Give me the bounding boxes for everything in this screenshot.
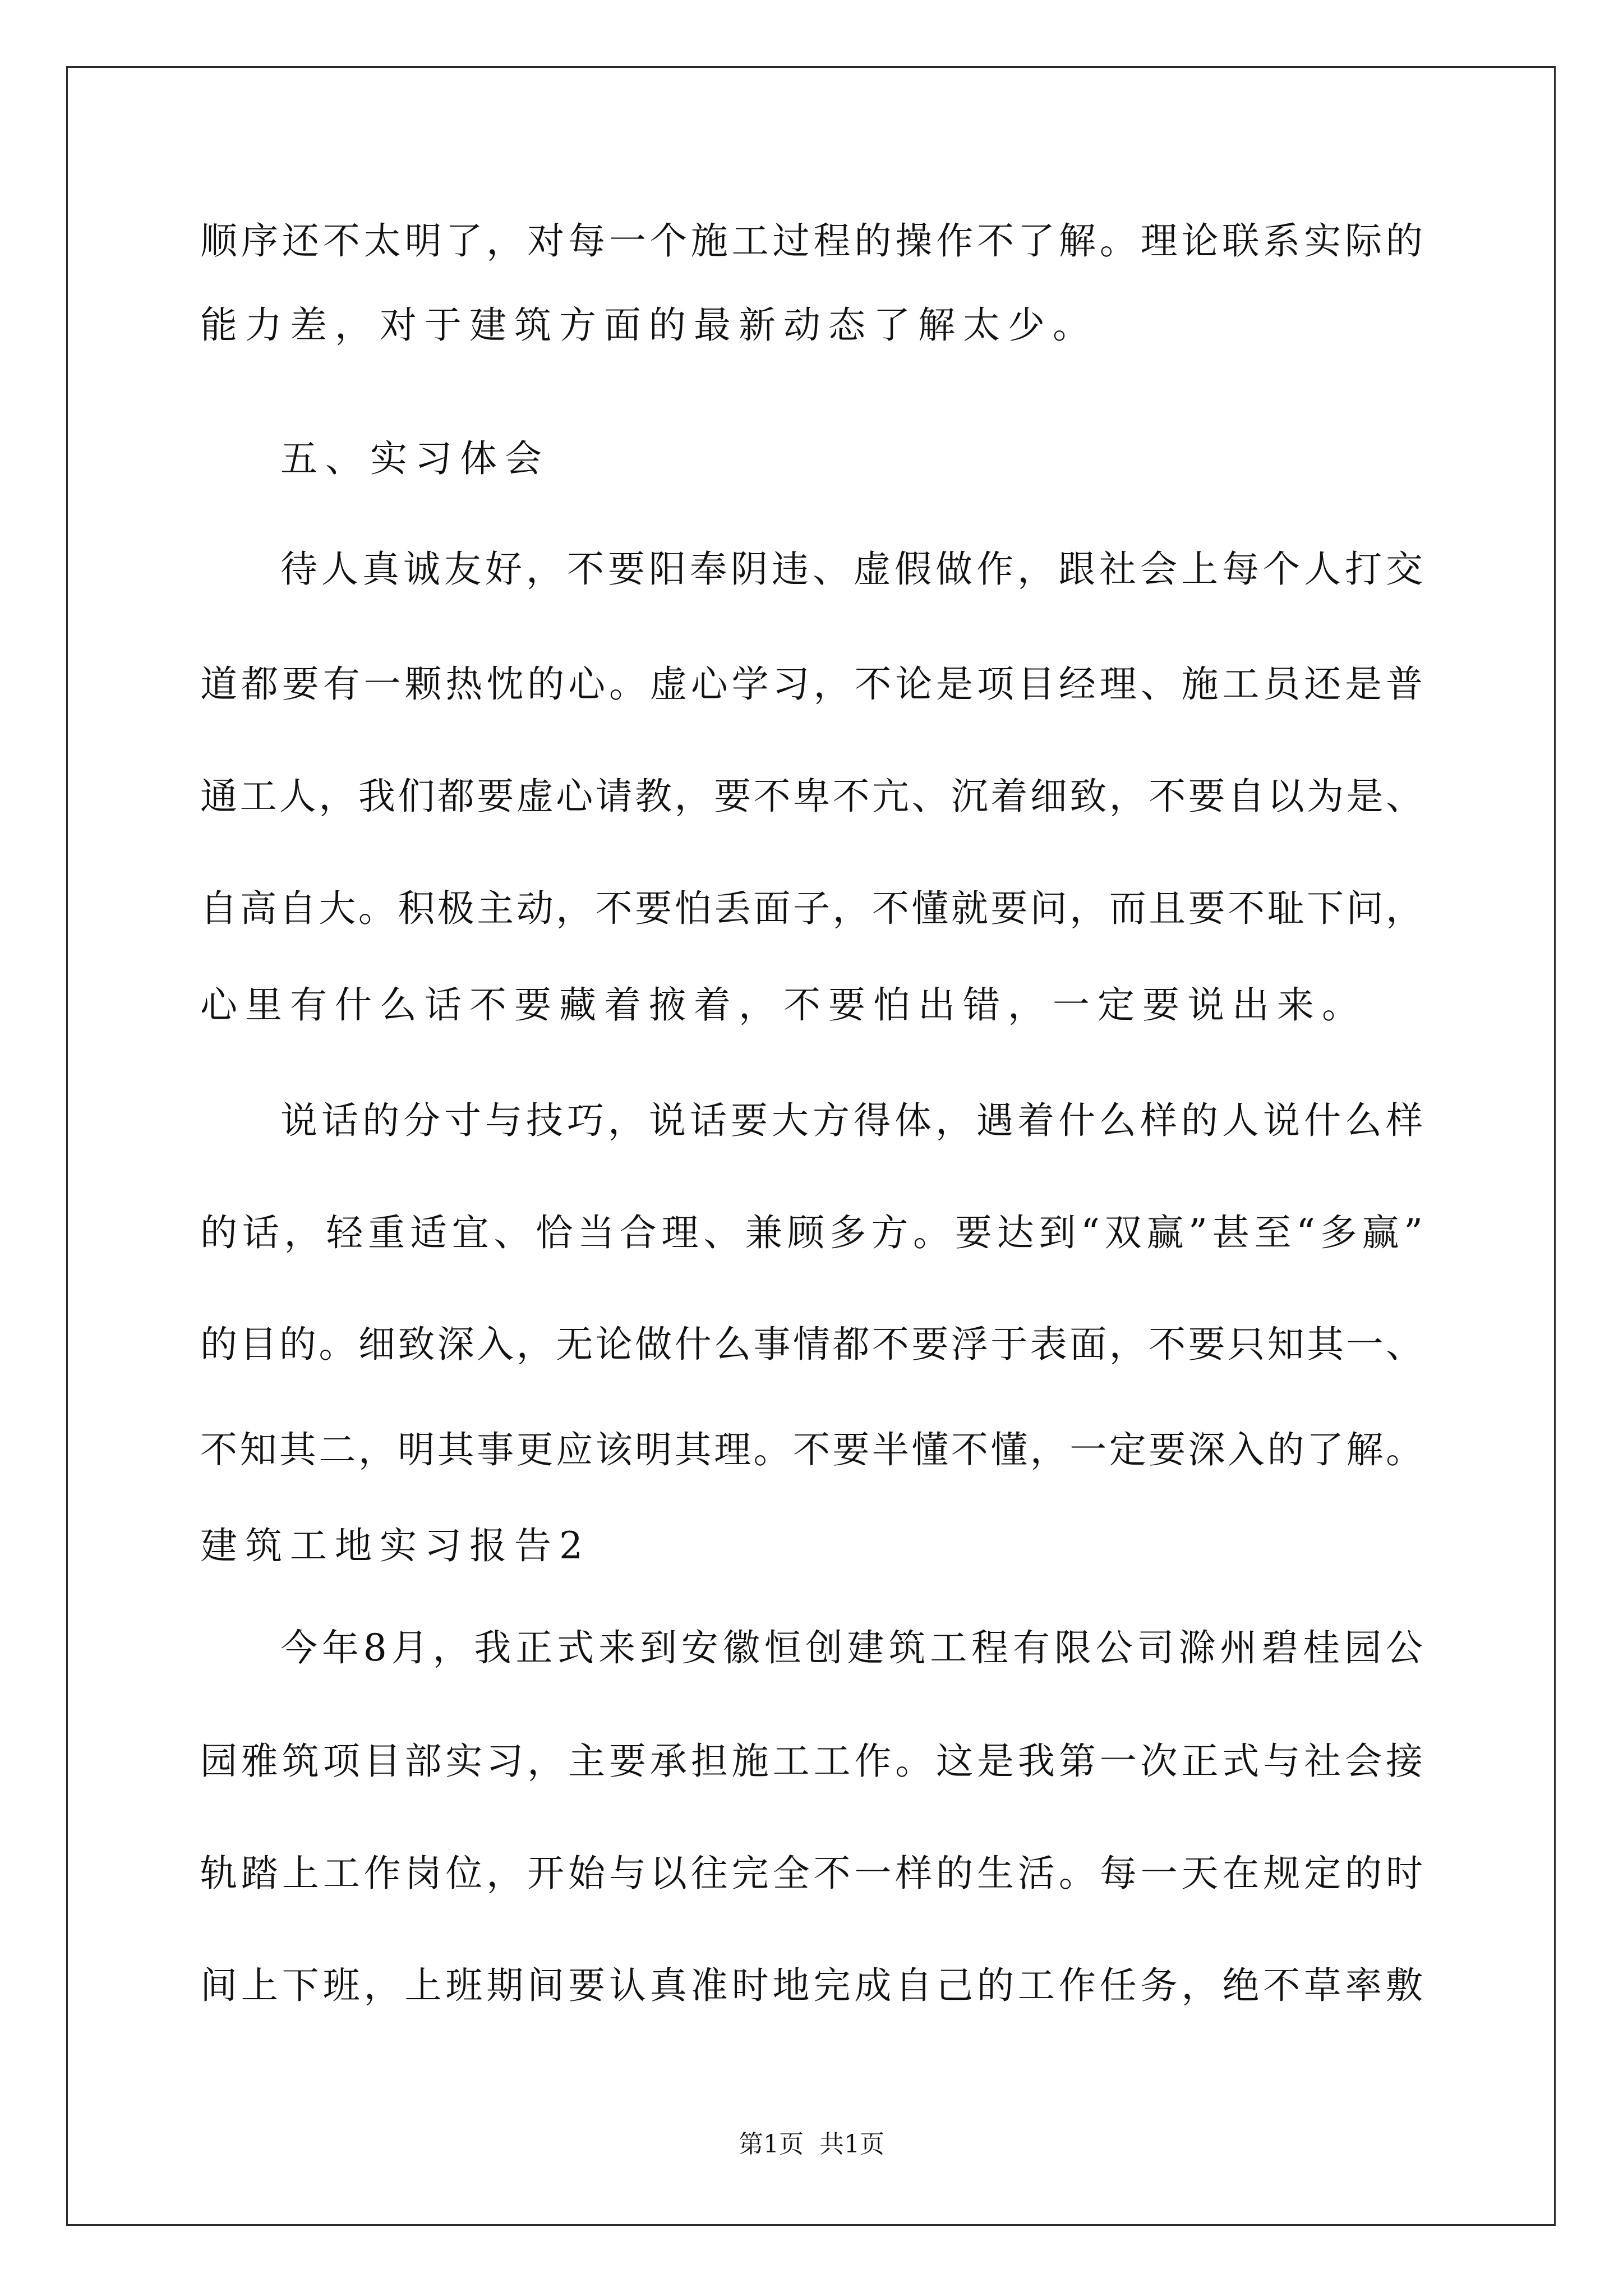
- text-line-10: 的话，轻重适宜、恰当合理、兼顾多方。要达到“双赢”甚至“多赢”: [200, 1211, 1423, 1254]
- text-line-8: 心里有什么话不要藏着掖着，不要怕出错，一定要说出来。: [200, 983, 1367, 1027]
- text-line-2: 能力差，对于建筑方面的最新动态了解太少。: [200, 303, 1098, 347]
- text-line-9: 说话的分寸与技巧，说话要大方得体，遇着什么样的人说什么样: [280, 1099, 1423, 1142]
- text-line-15: 园雅筑项目部实习，主要承担施工工作。这是我第一次正式与社会接: [200, 1740, 1423, 1783]
- text-line-6: 通工人，我们都要虚心请教，要不卑不亢、沉着细致，不要自以为是、: [200, 775, 1423, 818]
- page-footer: 第1页 共1页: [739, 2130, 884, 2159]
- section-heading: 五、实习体会: [280, 437, 550, 480]
- text-line-11: 的目的。细致深入，无论做什么事情都不要浮于表面，不要只知其一、: [200, 1323, 1423, 1366]
- text-line-4: 待人真诚友好，不要阳奉阴违、虚假做作，跟社会上每个人打交: [280, 547, 1423, 591]
- text-line-16: 轨踏上工作岗位，开始与以往完全不一样的生活。每一天在规定的时: [200, 1852, 1423, 1895]
- report-title: 建筑工地实习报告2: [200, 1524, 591, 1567]
- text-line-1: 顺序还不太明了，对每一个施工过程的操作不了解。理论联系实际的: [200, 219, 1423, 263]
- text-line-7: 自高自大。积极主动，不要怕丢面子，不懂就要问，而且要不耻下问，: [200, 887, 1423, 930]
- text-line-5: 道都要有一颗热忱的心。虚心学习，不论是项目经理、施工员还是普: [200, 662, 1423, 706]
- text-line-12: 不知其二，明其事更应该明其理。不要半懂不懂，一定要深入的了解。: [200, 1428, 1423, 1471]
- text-line-17: 间上下班，上班期间要认真准时地完成自己的工作任务，绝不草率敷: [200, 1964, 1423, 2007]
- page-frame: [66, 66, 1556, 2226]
- text-line-14: 今年8月，我正式来到安徽恒创建筑工程有限公司滁州碧桂园公: [280, 1626, 1423, 1669]
